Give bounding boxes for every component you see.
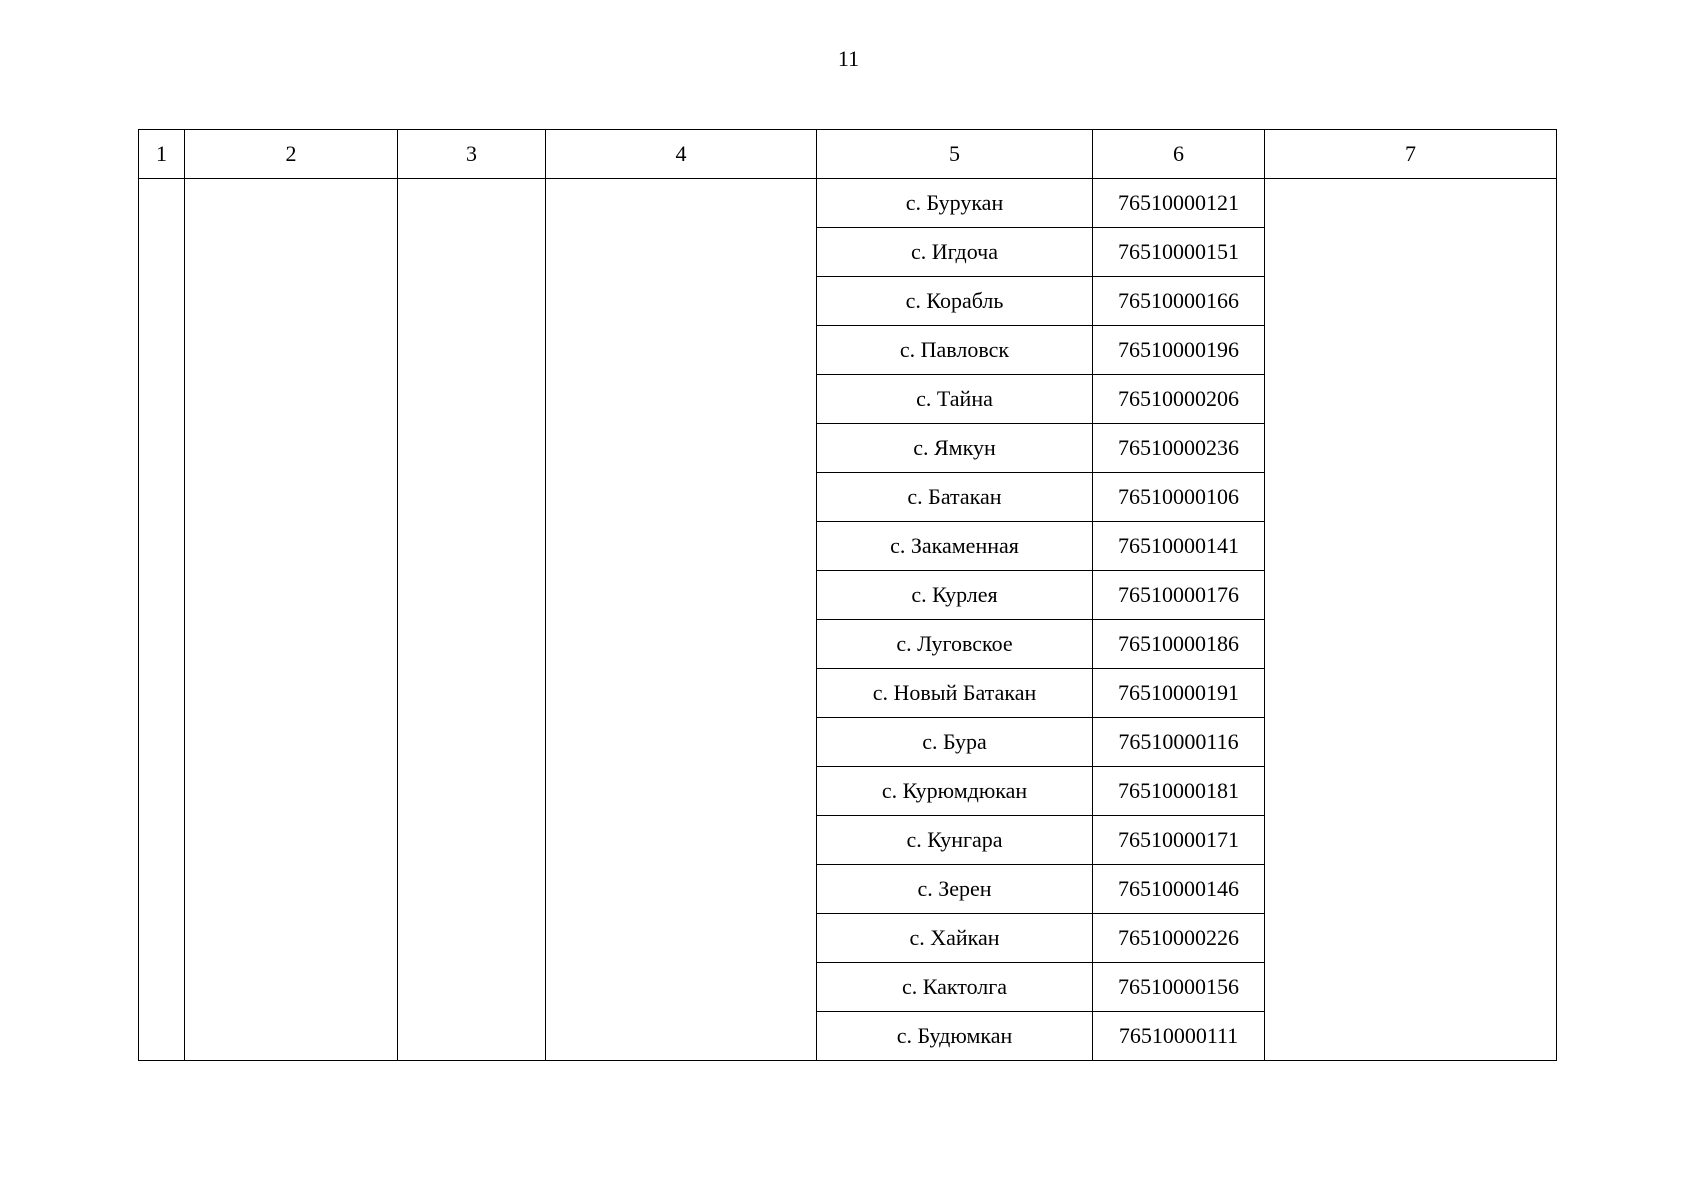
settlement-cell: с. Тайна xyxy=(817,375,1093,424)
settlement-cell: с. Батакан xyxy=(817,473,1093,522)
settlement-cell: с. Луговское xyxy=(817,620,1093,669)
column-header: 3 xyxy=(398,130,546,179)
column-header: 4 xyxy=(546,130,817,179)
empty-cell-col-3 xyxy=(398,179,546,1061)
settlement-cell: с. Зерен xyxy=(817,865,1093,914)
code-cell: 76510000236 xyxy=(1093,424,1265,473)
code-cell: 76510000146 xyxy=(1093,865,1265,914)
settlement-cell: с. Закаменная xyxy=(817,522,1093,571)
table-row xyxy=(139,179,1557,228)
settlement-cell: с. Павловск xyxy=(817,326,1093,375)
settlement-cell: с. Будюмкан xyxy=(817,1012,1093,1061)
code-cell: 76510000151 xyxy=(1093,228,1265,277)
code-cell: 76510000156 xyxy=(1093,963,1265,1012)
code-cell: 76510000111 xyxy=(1093,1012,1265,1061)
code-cell: 76510000226 xyxy=(1093,914,1265,963)
empty-cell-col-4 xyxy=(546,179,817,1061)
code-cell: 76510000196 xyxy=(1093,326,1265,375)
code-cell: 76510000166 xyxy=(1093,277,1265,326)
settlement-cell: с. Хайкан xyxy=(817,914,1093,963)
settlement-cell: с. Курюмдюкан xyxy=(817,767,1093,816)
settlement-cell: с. Кунгара xyxy=(817,816,1093,865)
code-cell: 76510000141 xyxy=(1093,522,1265,571)
code-cell: 76510000106 xyxy=(1093,473,1265,522)
column-header: 2 xyxy=(185,130,398,179)
column-header: 7 xyxy=(1265,130,1557,179)
page-number: 11 xyxy=(837,46,860,71)
code-cell: 76510000176 xyxy=(1093,571,1265,620)
settlement-cell: с. Бура xyxy=(817,718,1093,767)
settlement-cell: с. Бурукан xyxy=(817,179,1093,228)
empty-cell-col-7 xyxy=(1265,179,1557,1061)
settlement-cell: с. Новый Батакан xyxy=(817,669,1093,718)
document-table xyxy=(138,129,1557,1061)
column-header: 1 xyxy=(139,130,185,179)
code-cell: 76510000186 xyxy=(1093,620,1265,669)
empty-cell-col-2 xyxy=(185,179,398,1061)
settlement-cell: с. Ямкун xyxy=(817,424,1093,473)
column-header: 5 xyxy=(817,130,1093,179)
settlement-cell: с. Корабль xyxy=(817,277,1093,326)
settlement-cell: с. Курлея xyxy=(817,571,1093,620)
empty-cell-col-1 xyxy=(139,179,185,1061)
code-cell: 76510000206 xyxy=(1093,375,1265,424)
code-cell: 76510000191 xyxy=(1093,669,1265,718)
code-cell: 76510000116 xyxy=(1093,718,1265,767)
settlement-cell: с. Игдоча xyxy=(817,228,1093,277)
column-header: 6 xyxy=(1093,130,1265,179)
header-row xyxy=(139,130,1557,179)
code-cell: 76510000181 xyxy=(1093,767,1265,816)
code-cell: 76510000121 xyxy=(1093,179,1265,228)
code-cell: 76510000171 xyxy=(1093,816,1265,865)
settlement-cell: с. Кактолга xyxy=(817,963,1093,1012)
